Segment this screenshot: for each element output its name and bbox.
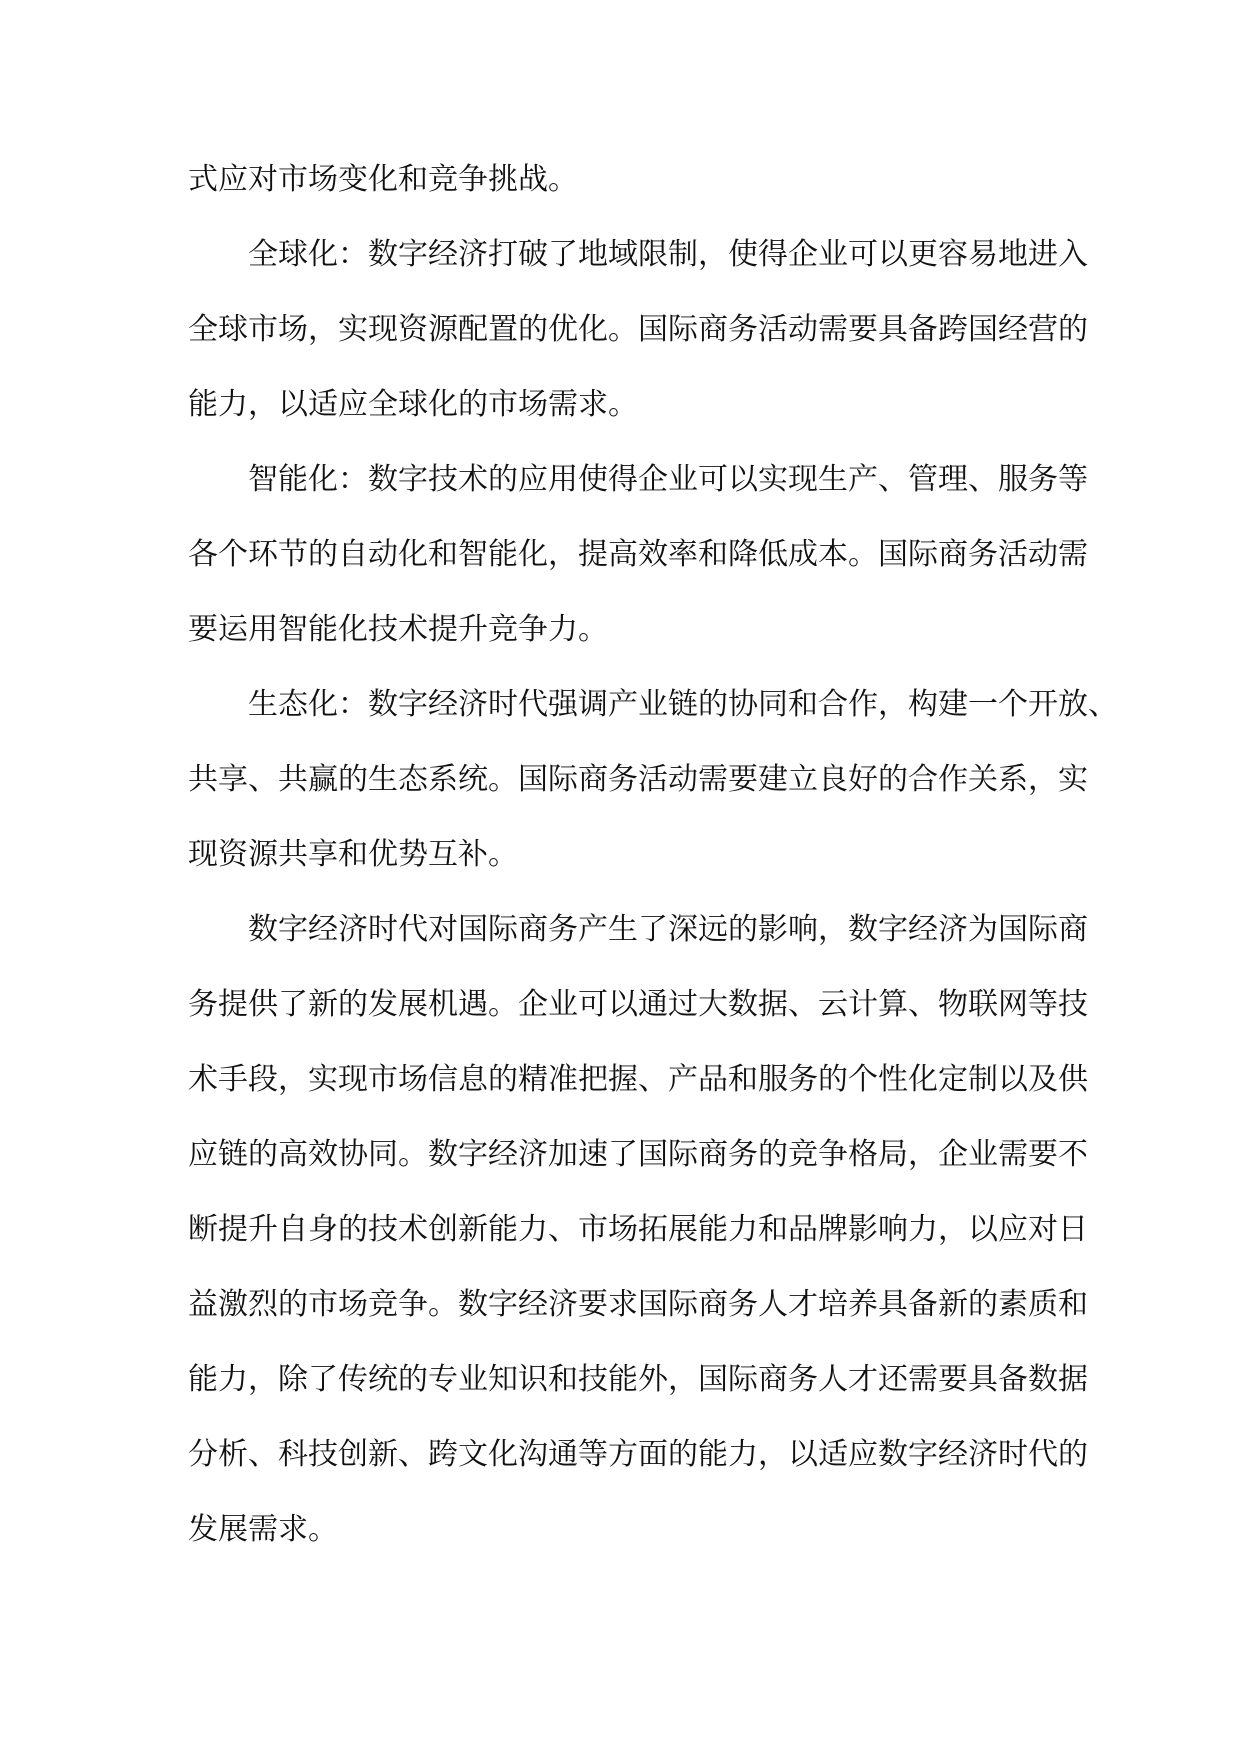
paragraph-line: 要运用智能化技术提升竞争力。: [188, 612, 608, 647]
paragraph-line: 发展需求。: [188, 1512, 338, 1547]
paragraph-line: 断提升自身的技术创新能力、市场拓展能力和品牌影响力，以应对日: [188, 1212, 1088, 1247]
paragraph: [188, 217, 1088, 442]
paragraph-line: 生态化：数字经济时代强调产业链的协同和合作，构建一个开放、: [248, 687, 1118, 722]
paragraph-line: 务提供了新的发展机遇。企业可以通过大数据、云计算、物联网等技: [188, 987, 1088, 1022]
paragraph-line: 式应对市场变化和竞争挑战。: [188, 162, 578, 197]
paragraph: [188, 667, 1118, 892]
paragraph-line: 智能化：数字技术的应用使得企业可以实现生产、管理、服务等: [248, 462, 1088, 497]
paragraph-line: 能力，除了传统的专业知识和技能外，国际商务人才还需要具备数据: [188, 1362, 1088, 1397]
paragraph-line: 全球市场，实现资源配置的优化。国际商务活动需要具备跨国经营的: [188, 312, 1088, 347]
paragraph-line: 数字经济时代对国际商务产生了深远的影响，数字经济为国际商: [248, 912, 1088, 947]
paragraph-line: 应链的高效协同。数字经济加速了国际商务的竞争格局，企业需要不: [188, 1137, 1088, 1172]
paragraph: [188, 442, 1088, 667]
paragraph-line: 术手段，实现市场信息的精准把握、产品和服务的个性化定制以及供: [188, 1062, 1088, 1097]
paragraph-line: 现资源共享和优势互补。: [188, 837, 518, 872]
paragraph-line: 分析、科技创新、跨文化沟通等方面的能力，以适应数字经济时代的: [188, 1437, 1088, 1472]
paragraph-line: 共享、共赢的生态系统。国际商务活动需要建立良好的合作关系，实: [188, 762, 1088, 797]
paragraph: [188, 892, 1088, 1567]
paragraph-line: 能力，以适应全球化的市场需求。: [188, 387, 638, 422]
paragraph-line: 全球化：数字经济打破了地域限制，使得企业可以更容易地进入: [248, 237, 1088, 272]
document-body: [188, 142, 1118, 1567]
paragraph-line: 各个环节的自动化和智能化，提高效率和降低成本。国际商务活动需: [188, 537, 1088, 572]
paragraph-line: 益激烈的市场竞争。数字经济要求国际商务人才培养具备新的素质和: [188, 1287, 1088, 1322]
paragraph: [188, 142, 1054, 217]
